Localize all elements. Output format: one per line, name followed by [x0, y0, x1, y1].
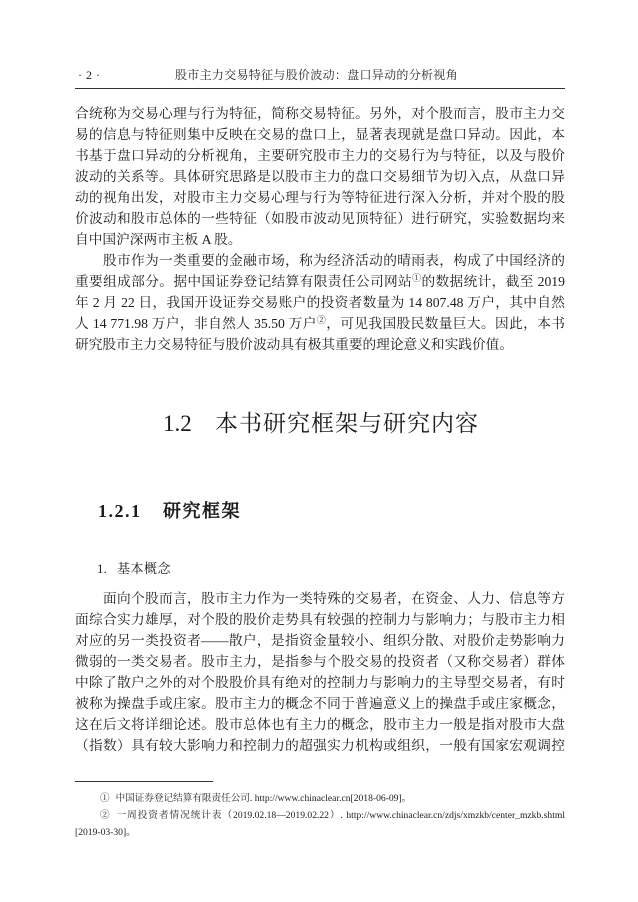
paragraph-line: 被称为操盘手或庄家。股市主力的概念不同于普遍意义上的操盘手或庄家概念，: [75, 696, 565, 711]
paragraph-line: 中除了散户之外的对个股股价具有绝对的控制力与影响力的主导型交易者，有时: [75, 675, 565, 690]
paragraph-line: 这在后文将详细论述。股市总体也有主力的概念，股市主力一般是指对股市大盘: [75, 717, 565, 732]
section-number: 1.2: [163, 411, 192, 436]
subsection-heading: [98, 499, 241, 523]
page-number: · 2 ·: [78, 68, 101, 82]
paragraph-line: （指数）具有较大影响力和控制力的超强实力机构或组织，一般有国家宏观调控: [75, 738, 565, 753]
item-heading: [97, 559, 171, 579]
footnote-1: [75, 790, 565, 807]
paragraph-line: 书基于盘口异动的分析视角，主要研究股市主力的交易行为与特征，以及与股价: [75, 148, 565, 163]
subsection-title: 研究框架: [163, 501, 241, 521]
footnote-text: 中国证券登记结算有限责任公司. http://www.chinaclear.cn[2018-06-09]。: [115, 793, 412, 804]
paragraph-line: 易的信息与特征则集中反映在交易的盘口上，显著表现就是盘口异动。因此，本: [75, 127, 565, 142]
section-title: 本书研究框架与研究内容: [215, 411, 479, 436]
subsection-number: 1.2.1: [98, 501, 142, 521]
paragraph-line: 年 2 月 22 日，我国开设证券交易账户的投资者数量为 14 807.48 万户，其中自然: [75, 295, 565, 310]
line-text: ，可见我国股民数量巨大。因此，本书: [326, 316, 565, 331]
paragraph-line: 微弱的一类交易者。股市主力，是指参与个股交易的投资者（又称交易者）群体: [75, 654, 565, 669]
paragraph-line: 自中国沪深两市主板 A 股。: [75, 232, 242, 247]
line-text: 人 14 771.98 万户，非自然人 35.50 万户: [75, 316, 317, 331]
running-title: 股市主力交易特征与股价波动：盘口异动的分析视角: [175, 68, 458, 82]
footnote-marker: ①: [100, 793, 110, 804]
header-rule: [75, 88, 565, 89]
paragraph-line-with-footnote-ref: [75, 313, 565, 334]
footnote-ref-1: ①: [412, 273, 422, 283]
item-number: 1.: [97, 561, 107, 576]
paragraph-line: 面综合实力雄厚，对个股的股价走势具有较强的控制力与影响力；与股市主力相: [75, 612, 565, 627]
footnote-marker: ②: [100, 810, 111, 821]
item-title: 基本概念: [117, 561, 172, 576]
paragraph-line: 对应的另一类投资者——散户，是指资金量较小、组织分散、对股价走势影响力: [75, 633, 565, 648]
paragraph-line: 价波动和股市总体的一些特征（如股市波动见顶特征）进行研究，实验数据均来: [75, 211, 565, 226]
paragraph-line: 面向个股而言，股市主力作为一类特殊的交易者，在资金、人力、信息等方: [103, 591, 565, 606]
paragraph-line: 波动的关系等。具体研究思路是以股市主力的盘口交易细节为切入点，从盘口异: [75, 169, 565, 184]
footnote-ref-2: ②: [316, 315, 327, 325]
paragraph-line: 研究股市主力交易特征与股价波动具有极其重要的理论意义和实践价值。: [75, 337, 514, 352]
footnotes: [75, 790, 565, 841]
section-heading: [163, 409, 479, 439]
footnote-2: [75, 807, 565, 824]
footnote-rule: [75, 781, 213, 782]
footnote-2-continuation: [2019-03-30]。: [75, 827, 136, 838]
paragraph-line: 合统称为交易心理与行为特征，简称交易特征。另外，对个股而言，股市主力交: [75, 106, 565, 121]
footnote-text: 一周投资者情况统计表（2019.02.18—2019.02.22）. http://www.chinaclear.cn/zdjs/xmzkb/center_mzkb.shtml: [116, 810, 565, 821]
paragraph-line: 动的视角出发，对股市主力交易心理与行为等特征进行深入分析，并对个股的股: [75, 190, 565, 205]
paragraph-line: 股市作为一类重要的金融市场，称为经济活动的晴雨表，构成了中国经济的: [103, 253, 565, 268]
line-text: 的数据统计，截至 2019: [421, 274, 565, 289]
line-text: 重要组成部分。据中国证券登记结算有限责任公司网站: [75, 274, 413, 289]
body-text-top: [75, 103, 565, 355]
paragraph-line-with-footnote-ref: [75, 271, 565, 292]
body-text-bottom: [75, 588, 565, 756]
